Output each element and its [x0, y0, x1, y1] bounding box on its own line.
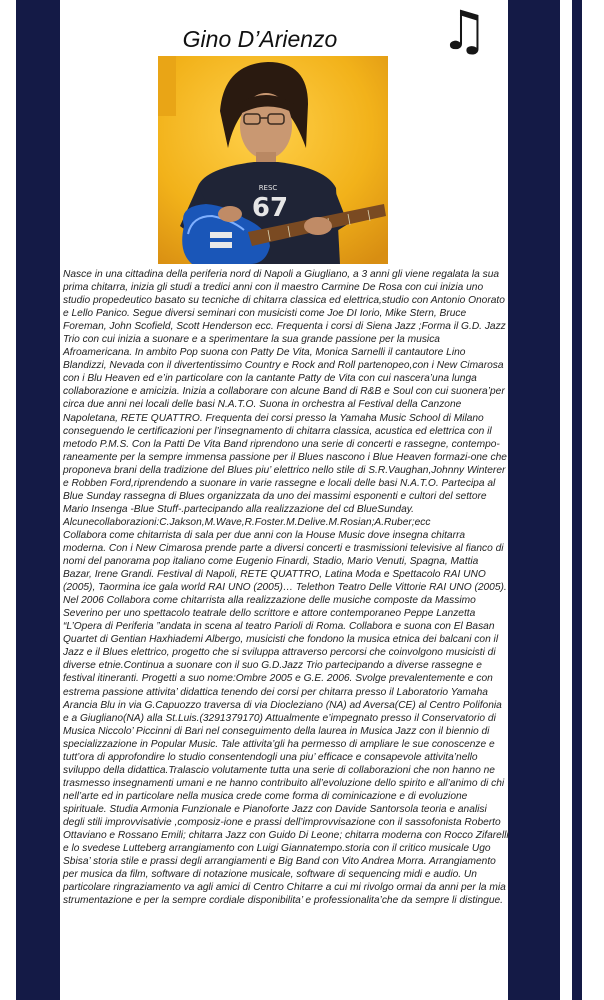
far-right-stripe — [572, 0, 582, 1000]
left-frame-band — [16, 0, 60, 1000]
shirt-text-top: RESC — [258, 184, 278, 192]
artist-photo — [158, 56, 388, 264]
shirt-number: 67 — [251, 193, 289, 223]
page-title: Gino D’Arienzo — [182, 26, 338, 52]
biography-text: Nasce in una cittadina della periferia nord di Napoli a Giugliano, a 3 anni gli viene regalata la sua prima chitarra, inizia gli studi a tredici anni con il maestro Carmine De Rosa con cui inizia uno studio propedeutico basato su tecniche di chitarra classica ed elettrica,studio con Antonio Onorato e Lello Panico. Segue diversi seminari con musicisti come Joe DI Iorio, Mike Stern, Bruce Foreman, John Scofield, Scott Henderson ecc. Frequenta i corsi di Siena Jazz ;Forma il G.D. Jazz Trio con cui inizia a suonare e a sperimentare la sua grande passione per la musica Afroamericana. In ambito Pop suona con Patty De Vita, Monica Sarnelli il cantautore Lino Blandizzi, Nevada con il divertentissimo Country e Rock and Roll partenopeo,con i New Cimarosa con i Blu Heaven ed e’in particolare con la cantante Patty de Vita con cui nascera’una lunga collaborazione e amicizia. Inizia a collaborare con alcune Band di R&B e Soul con cui suonera’per circa due anni nei locali delle basi N.A.T.O. Suona in orchestra al Festival della Canzone Napoletana, RETE QUATTRO. Frequenta dei corsi presso la Yamaha Music School di Milano conseguendo le certificazioni per l’insegnamento di chitarra classica, acustica ed elettrica con il metodo P.M.S. Con la Patti De Vita Band riprendono una serie di concerti e rassegne, contempo-raneamente per la sempre immensa passione per il Blues nascono i Blue Heaven formazi-one che proponeva brani della tradizione del Blues piu’ elettrico nello stile di S.R.Vaughan,Johnny Winterer e Robben Ford,riprendendo a suonare in varie rassegne e locali delle basi N.A.T.O. Partecipa al Blue Sunday rassegna di Blues organizzata da uno dei massimi esponenti e cultori del settore Mario Insenga -Blue Stuff-.partecipando alla realizzazione del cd BlueSunday. Alcunecollaborazioni:C.Jakson,M.Wave,R.Foster.M.Delive.M.Rosian;A.Ruber;ecc Collabora come chitarrista di sala per due anni con la House Music dove insegna chitarra moderna. Con i New Cimarosa prende parte a diversi concerti e trasmissioni televisive al fianco di nomi del panorama pop italiano come Eugenio Finardi, Stadio, Mario Venuti, Spagna, Mattia Bazar, Irene Grandi. Festival di Napoli, RETE QUATTRO, Latina Moda e Spettacolo RAI UNO (2005), Taormina ice gala world RAI UNO (2005)… Telethon Teatro Delle Vittorie RAI UNO (2005). Nel 2006 Collabora come chitarrista alla realizzazione delle musiche composte da Massimo Severino per uno spettacolo teatrale dello scrittore e attore contemporaneo Peppe Lanzetta “L’Opera di Periferia ”andata in scena al teatro Parioli di Roma. Collabora e suona con El Basan Quartet di Gentian Haxhiademi Albergo, musicisti che fondono la musica etnica dei balcani con il Jazz e il Blues elettrico, progetto che si sviluppa attraverso percorsi che coinvolgono musicisti di diverse etnie.Continua a suonare con il suo G.D.Jazz Trio partecipando a diverse rassegne e festival itineranti. Progetti a suo nome:Ombre 2005 e G.E. 2006. Svolge prevalentemente e con estrema passione attivita’ didattica tenendo dei corsi per chitarra presso il Laboratorio Yamaha Arancia Blu in via G.Capuozzo traversa di via Diocleziano (NA) ad Aversa(CE) al Centro Polifonia e a Giugliano(NA) alla St.Luis.(3291379170) Attualmente e’impegnato presso il Conservatorio di Musica Niccolo’ Piccinni di Bari nel conseguimento della laurea in Musica Jazz con il biennio di specializzazione in Popular Music. Tale attivita’gli ha permesso di ampliare le sue conoscenze e tutt’ora di approfondire lo studio consentendogli una piu’ efficace e consapevole attivita’nello sviluppo della didattica.Tralascio volutamente tutta una serie di collaborazioni che non hanno ne trasmesso insegnamenti umani e ne hanno contribuito all’evoluzione dello spirito e all’animo di chi nell’arte ed in particolare nella musica crede come forma di cominicazione e di evoluzione spirituale. Studia Armonia Funzionale e Pianoforte Jazz con Davide Santorsola teoria e analisi degli stili improvvisativie ,composiz-ione e prassi dell’improvvisazione con il sassofonista Roberto Ottaviano e Rossano Emili; chitarra Jazz con Guido Di Leone; chitarra moderna con Rocco Zifarelli e lo svedese Lutteberg arrangiamento con Luigi Giannatempo.storia con il critico musicale Ugo Sbisa’ storia stile e prassi degli arrangiamenti e Big Band con Vito Andrea Morra. Arrangiamento per musica da film, software di notazione musicale, software di sequencing midi e audio. Un particolare ringraziamento va agli amici di Centro Chitarre a cui mi rivolgo ormai da anni per la mia strumentazione e per la sempre cordiale disponibilita’ e professionalita’che da sempre li distingue. — [63, 269, 509, 907]
music-note-icon: ♫ — [440, 0, 489, 62]
content-panel — [60, 0, 508, 1000]
right-frame-band — [508, 0, 560, 1000]
